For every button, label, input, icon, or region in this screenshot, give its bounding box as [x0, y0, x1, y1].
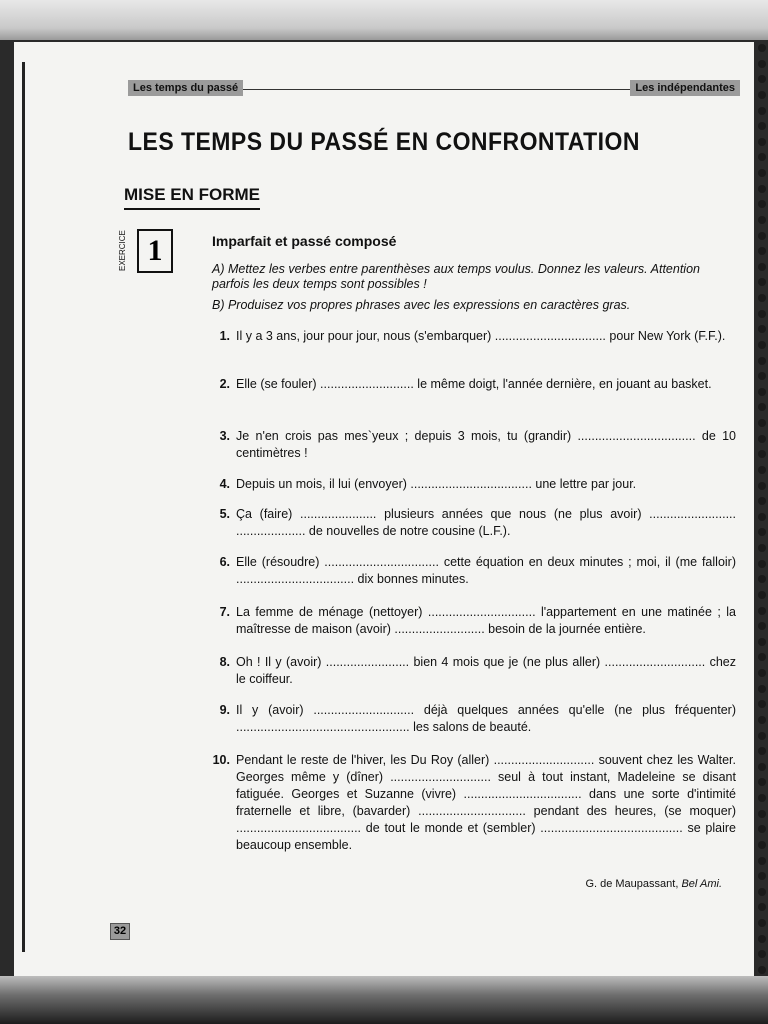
spiral-hole — [758, 607, 766, 615]
item-number: 7. — [219, 605, 230, 619]
exercise-item — [200, 752, 736, 854]
item-number: 5. — [219, 507, 230, 521]
exercise-item — [200, 328, 736, 345]
exercise-item — [200, 476, 736, 493]
item-text: Depuis un mois, il lui (envoyer) ................................... une lettre par jour. — [236, 477, 637, 491]
spiral-hole — [758, 325, 766, 333]
exercise-item — [200, 506, 736, 540]
spiral-hole — [758, 575, 766, 583]
instruction-a: A) Mettez les verbes entre parenthèses aux temps voulus. Donnez les valeurs. Attention parfois les deux temps sont possibles ! — [212, 262, 700, 291]
spiral-hole — [758, 732, 766, 740]
item-text: Il y (avoir) ............................. déjà quelques années qu'elle (ne plus fréquenter) .................................................. les salons de beauté. — [236, 703, 736, 734]
spiral-hole — [758, 497, 766, 505]
spiral-hole — [758, 232, 766, 240]
page-number: 32 — [110, 923, 130, 940]
scanner-top-edge — [0, 0, 768, 40]
item-number: 6. — [219, 555, 230, 569]
spiral-hole — [758, 528, 766, 536]
chapter-tag: Les temps du passé — [128, 80, 243, 96]
spiral-hole — [758, 435, 766, 443]
spiral-binding — [754, 44, 768, 974]
spiral-hole — [758, 482, 766, 490]
instruction-b: B) Produisez vos propres phrases avec les expressions en caractères gras. — [212, 298, 631, 312]
spiral-hole — [758, 560, 766, 568]
spiral-hole — [758, 888, 766, 896]
exercise-item — [200, 604, 736, 638]
spiral-hole — [758, 403, 766, 411]
exercise-number: 1 — [137, 229, 173, 273]
spiral-hole — [758, 747, 766, 755]
exercise-label: EXERCICE — [118, 230, 127, 272]
spiral-hole — [758, 357, 766, 365]
item-text: La femme de ménage (nettoyer) ............................... l'appartement en une matinée ; la maîtresse de maison (avoir) .......................... besoin de la journée entière. — [236, 605, 736, 636]
spiral-hole — [758, 372, 766, 380]
spiral-hole — [758, 700, 766, 708]
citation-author: G. de Maupassant, — [585, 878, 679, 890]
spiral-hole — [758, 200, 766, 208]
spiral-hole — [758, 44, 766, 52]
spiral-hole — [758, 935, 766, 943]
spiral-hole — [758, 153, 766, 161]
spiral-hole — [758, 966, 766, 974]
spiral-hole — [758, 75, 766, 83]
spiral-hole — [758, 216, 766, 224]
page-title: LES TEMPS DU PASSÉ EN CONFRONTATION — [128, 128, 640, 156]
spiral-hole — [758, 388, 766, 396]
spiral-hole — [758, 591, 766, 599]
spiral-hole — [758, 778, 766, 786]
item-text: Il y a 3 ans, jour pour jour, nous (s'embarquer) ................................ pour New York (F.F.). — [236, 329, 726, 343]
item-number: 2. — [219, 377, 230, 391]
spiral-hole — [758, 903, 766, 911]
spiral-hole — [758, 138, 766, 146]
spiral-hole — [758, 950, 766, 958]
spiral-hole — [758, 450, 766, 458]
spiral-hole — [758, 841, 766, 849]
spiral-hole — [758, 872, 766, 880]
spiral-hole — [758, 169, 766, 177]
spiral-hole — [758, 919, 766, 927]
spiral-hole — [758, 810, 766, 818]
spiral-hole — [758, 341, 766, 349]
spiral-hole — [758, 91, 766, 99]
item-number: 10. — [212, 753, 230, 767]
spiral-hole — [758, 107, 766, 115]
spiral-hole — [758, 716, 766, 724]
item-text: Elle (résoudre) ................................. cette équation en deux minutes ; moi, il (me falloir) .................................. dix bonnes minutes. — [236, 555, 736, 586]
spiral-hole — [758, 466, 766, 474]
spiral-hole — [758, 857, 766, 865]
item-number: 1. — [219, 329, 230, 343]
item-number: 9. — [219, 703, 230, 717]
exercise-item — [200, 702, 736, 736]
scanner-bottom-edge — [0, 976, 768, 1024]
exercise-item — [200, 554, 736, 588]
spiral-hole — [758, 638, 766, 646]
exercise-item — [200, 376, 736, 393]
header-rule — [238, 89, 634, 90]
section-heading: MISE EN FORME — [124, 185, 260, 210]
citation — [585, 878, 722, 890]
item-text: Pendant le reste de l'hiver, les Du Roy (aller) ............................. souvent chez les Walter. Georges même y (dîner) ............................. seul à tout instant, Madeleine se disant fatiguée. Georges et Suzanne (vivre) .................................. dans une sorte d'intimité fraternelle et libre, (bavarder) ............................... pendant des heures, (se moquer) .................................... de tout le monde et (sembler) ......................................... se plaire beaucoup ensemble. — [236, 753, 736, 852]
exercise-item — [200, 654, 736, 688]
spiral-hole — [758, 669, 766, 677]
item-number: 4. — [219, 477, 230, 491]
page-left-border — [22, 62, 31, 952]
spiral-hole — [758, 247, 766, 255]
spiral-hole — [758, 263, 766, 271]
exercise-title: Imparfait et passé composé — [212, 233, 397, 249]
spiral-hole — [758, 185, 766, 193]
spiral-hole — [758, 122, 766, 130]
spiral-hole — [758, 310, 766, 318]
item-text: Oh ! Il y (avoir) ........................ bien 4 mois que je (ne plus aller) ............................. chez le coiffeur. — [236, 655, 736, 686]
spiral-hole — [758, 419, 766, 427]
running-header — [128, 80, 740, 98]
item-number: 3. — [219, 429, 230, 443]
spiral-hole — [758, 622, 766, 630]
spiral-hole — [758, 544, 766, 552]
spiral-hole — [758, 685, 766, 693]
spiral-hole — [758, 825, 766, 833]
spiral-hole — [758, 60, 766, 68]
spiral-hole — [758, 653, 766, 661]
item-text: Je n'en crois pas mes`yeux ; depuis 3 mois, tu (grandir) .................................. de 10 centimètres ! — [236, 429, 736, 460]
item-number: 8. — [219, 655, 230, 669]
item-text: Elle (se fouler) ........................... le même doigt, l'année dernière, en jouant au basket. — [236, 377, 712, 391]
item-text: Ça (faire) ...................... plusieurs années que nous (ne plus avoir) ......................... .................... de nouvelles de notre cousine (L.F.). — [236, 507, 736, 538]
spiral-hole — [758, 513, 766, 521]
spiral-hole — [758, 294, 766, 302]
exercise-item — [200, 428, 736, 462]
spiral-hole — [758, 794, 766, 802]
section-tag: Les indépendantes — [630, 80, 740, 96]
spiral-hole — [758, 763, 766, 771]
citation-work: Bel Ami. — [681, 878, 722, 890]
spiral-hole — [758, 278, 766, 286]
